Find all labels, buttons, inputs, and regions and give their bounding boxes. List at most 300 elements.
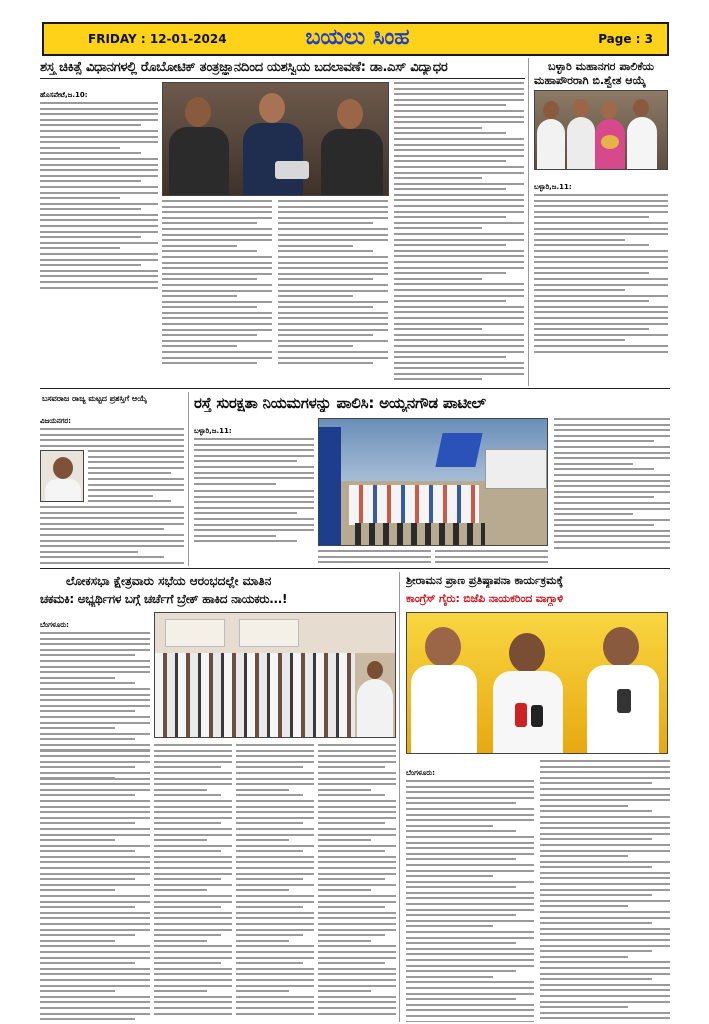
body-text-line <box>554 513 633 515</box>
body-text-line <box>40 540 184 542</box>
body-text-line <box>318 889 371 891</box>
body-text-line <box>236 934 303 936</box>
body-text-line <box>236 929 314 931</box>
body-text-line <box>278 250 373 252</box>
body-text-line <box>40 688 150 690</box>
body-text-line <box>40 828 150 830</box>
body-text-line <box>40 512 184 514</box>
body-text-line <box>406 914 516 916</box>
body-text-line <box>406 842 534 844</box>
body-text-line <box>406 925 493 927</box>
body-text-line <box>435 550 548 552</box>
body-text-line <box>40 811 150 813</box>
body-text-line <box>162 329 272 331</box>
body-text-line <box>394 144 524 146</box>
body-text-line <box>394 351 524 353</box>
ram-story-text-col1 <box>406 760 534 1022</box>
body-text-line <box>154 839 207 841</box>
body-text-line <box>534 306 668 308</box>
body-text-line <box>236 845 314 847</box>
body-text-line <box>236 834 314 836</box>
award-headline: ಬಸವರಾಜ ರಾಜ್ಯ ಮಟ್ಟದ ಪ್ರಶಸ್ತಿಗೆ ಆಯ್ಕೆ <box>42 394 147 403</box>
body-text-line <box>194 472 314 474</box>
body-text-line <box>318 766 385 768</box>
body-text-line <box>40 878 135 880</box>
road-safety-headline: ರಸ್ತೆ ಸುರಕ್ಷತಾ ನಿಯಮಗಳನ್ನು ಪಾಲಿಸಿ: ಅಯ್ಯನಗೌಡ ಪಾಟೀಲ್ <box>194 394 486 412</box>
page-number: Page : 3 <box>598 32 653 46</box>
body-text-line <box>406 1009 534 1011</box>
body-text-line <box>88 500 171 502</box>
body-text-line <box>162 290 272 292</box>
body-text-line <box>40 158 158 160</box>
body-text-line <box>540 956 628 958</box>
body-text-line <box>154 845 232 847</box>
mayor-photo <box>534 90 668 170</box>
body-text-line <box>40 699 150 701</box>
body-text-line <box>278 228 388 230</box>
body-text-line <box>40 962 135 964</box>
body-text-line <box>540 816 670 818</box>
body-text-line <box>154 828 232 830</box>
body-text-line <box>554 435 670 437</box>
body-text-line <box>40 175 158 177</box>
body-text-line <box>554 519 670 521</box>
body-text-line <box>278 278 373 280</box>
body-text-line <box>162 250 257 252</box>
body-text-line <box>236 940 289 942</box>
body-text-line <box>406 965 534 967</box>
body-text-line <box>40 817 150 819</box>
body-text-line <box>236 884 314 886</box>
body-text-line <box>40 638 150 640</box>
body-text-line <box>194 512 297 514</box>
body-text-line <box>278 267 388 269</box>
body-text-line <box>40 923 150 925</box>
body-text-line <box>40 677 115 679</box>
body-text-line <box>40 666 150 668</box>
body-text-line <box>40 861 150 863</box>
body-text-line <box>194 535 276 537</box>
body-text-line <box>40 789 115 791</box>
body-text-line <box>40 236 141 238</box>
body-text-line <box>194 466 314 468</box>
body-text-line <box>554 496 654 498</box>
body-text-line <box>40 985 150 987</box>
body-text-line <box>394 250 524 252</box>
body-text-line <box>40 884 150 886</box>
body-text-line <box>394 205 524 207</box>
body-text-line <box>394 345 524 347</box>
loksabha-meeting-photo <box>154 612 396 738</box>
road-story-text-col1 <box>194 418 314 486</box>
body-text-line <box>40 1001 150 1003</box>
body-text-line <box>394 373 524 375</box>
body-text-line <box>154 884 232 886</box>
body-text-line <box>540 894 652 896</box>
loksabha-story-text-col4 <box>318 744 396 1020</box>
body-text-line <box>40 716 150 718</box>
body-text-line <box>162 200 272 202</box>
body-text-line <box>154 895 232 897</box>
body-text-line <box>318 985 396 987</box>
body-text-line <box>540 928 670 930</box>
body-text-line <box>406 814 534 816</box>
body-text-line <box>318 968 396 970</box>
body-text-line <box>40 534 184 536</box>
body-text-line <box>40 203 158 205</box>
body-text-line <box>394 172 524 174</box>
loksabha-story-dateline: ಬೆಂಗಳೂರು: <box>40 621 69 629</box>
body-text-line <box>40 649 150 651</box>
body-text-line <box>236 962 303 964</box>
body-text-line <box>278 273 388 275</box>
body-text-line <box>540 822 670 824</box>
body-text-line <box>318 973 396 975</box>
body-text-line <box>534 295 668 297</box>
body-text-line <box>278 323 388 325</box>
body-text-line <box>40 632 150 634</box>
body-text-line <box>278 295 353 297</box>
body-text-line <box>194 529 314 531</box>
body-text-line <box>40 434 184 436</box>
body-text-line <box>318 957 396 959</box>
body-text-line <box>406 981 534 983</box>
body-text-line <box>318 1007 396 1009</box>
body-text-line <box>40 225 158 227</box>
body-text-line <box>40 682 135 684</box>
body-text-line <box>278 334 373 336</box>
body-text-line <box>540 788 670 790</box>
body-text-line <box>318 945 396 947</box>
body-text-line <box>154 794 221 796</box>
body-text-line <box>236 985 314 987</box>
body-text-line <box>534 339 625 341</box>
body-text-line <box>40 428 184 430</box>
body-text-line <box>236 996 314 998</box>
body-text-line <box>236 772 314 774</box>
body-text-line <box>88 489 184 491</box>
body-text-line <box>406 948 534 950</box>
body-text-line <box>540 872 670 874</box>
body-text-line <box>540 1012 670 1014</box>
body-text-line <box>540 810 652 812</box>
body-text-line <box>394 323 524 325</box>
body-text-line <box>154 811 232 813</box>
body-text-line <box>162 206 272 208</box>
body-text-line <box>236 755 314 757</box>
body-text-line <box>154 889 207 891</box>
body-text-line <box>154 867 232 869</box>
body-text-line <box>40 990 115 992</box>
body-text-line <box>394 88 524 90</box>
body-text-line <box>278 245 353 247</box>
body-text-line <box>40 152 141 154</box>
body-text-line <box>554 541 670 543</box>
body-text-line <box>194 490 314 492</box>
body-text-line <box>318 811 396 813</box>
body-text-line <box>40 130 158 132</box>
body-text-line <box>162 222 257 224</box>
mayor-story-text <box>534 174 668 384</box>
body-text-line <box>40 660 150 662</box>
road-story-text-col4 <box>554 418 670 564</box>
body-text-line <box>236 889 289 891</box>
robotic-press-photo <box>162 82 389 196</box>
body-text-line <box>40 839 115 841</box>
mayor-headline-line2: ಮಹಾಪೌರರಾಗಿ ಬಿ.ಶ್ವೇತ ಆಯ್ಕೆ <box>534 74 646 87</box>
loksabha-headline-line1: ಲೋಕಸಭಾ ಕ್ಷೇತ್ರವಾರು ಸಭೆಯ ಆರಂಭದಲ್ಲೇ ಮಾತಿನ <box>66 574 272 588</box>
body-text-line <box>154 996 232 998</box>
body-text-line <box>394 328 482 330</box>
body-text-line <box>278 351 388 353</box>
body-text-line <box>40 270 158 272</box>
body-text-line <box>318 878 385 880</box>
body-text-line <box>554 452 670 454</box>
body-text-line <box>236 828 314 830</box>
body-text-line <box>162 211 272 213</box>
body-text-line <box>540 827 670 829</box>
body-text-line <box>394 121 524 123</box>
mayor-story-dateline: ಬಳ್ಳಾರಿ,ಜ.11: <box>534 183 572 191</box>
body-text-line <box>318 772 396 774</box>
body-text-line <box>394 317 524 319</box>
body-text-line <box>194 449 314 451</box>
body-text-line <box>40 710 135 712</box>
body-text-line <box>540 950 652 952</box>
body-text-line <box>394 339 524 341</box>
body-text-line <box>406 987 534 989</box>
body-text-line <box>318 917 396 919</box>
body-text-line <box>406 786 534 788</box>
body-text-line <box>540 866 652 868</box>
body-text-line <box>40 551 138 553</box>
body-text-line <box>406 909 534 911</box>
body-text-line <box>40 1013 150 1015</box>
body-text-line <box>394 132 506 134</box>
body-text-line <box>318 789 371 791</box>
body-text-line <box>154 951 232 953</box>
body-text-line <box>154 766 221 768</box>
body-text-line <box>318 817 396 819</box>
body-text-line <box>194 483 276 485</box>
body-text-line <box>394 104 506 106</box>
body-text-line <box>318 800 396 802</box>
body-text-line <box>194 518 314 520</box>
body-text-line <box>236 761 314 763</box>
body-text-line <box>40 506 184 508</box>
body-text-line <box>40 951 150 953</box>
body-text-line <box>406 886 516 888</box>
body-text-line <box>318 867 396 869</box>
body-text-line <box>40 968 150 970</box>
body-text-line <box>154 940 207 942</box>
body-text-line <box>236 1013 314 1015</box>
body-text-line <box>40 562 184 564</box>
loksabha-story-text-col3 <box>236 744 314 1020</box>
body-text-line <box>554 440 654 442</box>
body-text-line <box>540 889 670 891</box>
body-text-line <box>40 253 158 255</box>
body-text-line <box>318 556 431 558</box>
body-text-line <box>406 870 534 872</box>
body-text-line <box>88 467 184 469</box>
body-text-line <box>154 1007 232 1009</box>
body-text-line <box>236 873 314 875</box>
body-text-line <box>40 694 150 696</box>
body-text-line <box>88 456 184 458</box>
body-text-line <box>40 733 150 735</box>
body-text-line <box>162 245 237 247</box>
body-text-line <box>406 836 534 838</box>
body-text-line <box>278 329 388 331</box>
body-text-line <box>554 491 670 493</box>
body-text-line <box>394 289 524 291</box>
body-text-line <box>278 284 388 286</box>
body-text-line <box>540 805 628 807</box>
body-text-line <box>318 778 396 780</box>
body-text-line <box>318 1013 396 1015</box>
robotic-story-text-col3 <box>278 200 388 384</box>
body-text-line <box>534 278 668 280</box>
body-text-line <box>236 867 314 869</box>
body-text-line <box>236 811 314 813</box>
body-text-line <box>40 906 135 908</box>
body-text-line <box>534 323 668 325</box>
body-text-line <box>40 545 184 547</box>
body-text-line <box>406 897 534 899</box>
body-text-line <box>40 727 115 729</box>
body-text-line <box>154 822 221 824</box>
body-text-line <box>534 216 649 218</box>
ram-headline-line2: ಕಾಂಗ್ರೆಸ್ ಗೈರು: ಬಿಜೆಪಿ ನಾಯಕರಿಂದ ವಾಗ್ದಾಳಿ <box>406 592 563 605</box>
body-text-line <box>318 923 396 925</box>
body-text-line <box>435 561 548 563</box>
body-text-line <box>236 1001 314 1003</box>
body-text-line <box>394 82 524 84</box>
body-text-line <box>540 883 670 885</box>
body-text-line <box>394 244 506 246</box>
body-text-line <box>534 267 668 269</box>
body-text-line <box>540 939 670 941</box>
body-text-line <box>40 439 184 441</box>
body-text-line <box>162 301 272 303</box>
body-text-line <box>394 166 524 168</box>
body-text-line <box>318 906 385 908</box>
body-text-line <box>540 973 670 975</box>
body-text-line <box>318 990 371 992</box>
body-text-line <box>318 901 396 903</box>
robotic-story-text-col1 <box>40 82 158 384</box>
body-text-line <box>540 877 670 879</box>
body-text-line <box>40 136 158 138</box>
body-text-line <box>162 306 257 308</box>
body-text-line <box>154 901 232 903</box>
body-text-line <box>194 477 314 479</box>
body-text-line <box>278 217 388 219</box>
award-story-text-side <box>88 450 184 504</box>
body-text-line <box>540 794 670 796</box>
body-text-line <box>236 990 289 992</box>
body-text-line <box>154 912 232 914</box>
robotic-story-dateline: ಹೊಸಪೇಟೆ,ಜ.10: <box>40 91 88 99</box>
body-text-line <box>406 942 516 944</box>
body-text-line <box>154 744 232 746</box>
body-text-line <box>534 284 668 286</box>
body-text-line <box>278 206 388 208</box>
road-story-text-col2 <box>318 550 431 564</box>
body-text-line <box>40 164 158 166</box>
body-text-line <box>534 334 668 336</box>
body-text-line <box>406 976 493 978</box>
body-text-line <box>278 301 388 303</box>
body-text-line <box>540 850 670 852</box>
body-text-line <box>318 834 396 836</box>
body-text-line <box>236 766 303 768</box>
body-text-line <box>554 480 670 482</box>
body-text-line <box>554 535 670 537</box>
body-text-line <box>236 923 314 925</box>
body-text-line <box>40 822 135 824</box>
body-text-line <box>554 424 670 426</box>
body-text-line <box>318 940 371 942</box>
body-text-line <box>406 830 516 832</box>
body-text-line <box>88 450 184 452</box>
body-text-line <box>318 839 371 841</box>
body-text-line <box>40 287 158 289</box>
body-text-line <box>154 834 232 836</box>
body-text-line <box>406 920 534 922</box>
body-text-line <box>40 766 135 768</box>
body-text-line <box>162 273 272 275</box>
loksabha-story-text-col1b <box>40 744 150 1020</box>
road-story-dateline: ಬಳ್ಳಾರಿ,ಜ.11: <box>194 427 232 435</box>
body-text-line <box>318 934 385 936</box>
body-text-line <box>406 808 534 810</box>
body-text-line <box>394 295 524 297</box>
body-text-line <box>554 547 670 549</box>
body-text-line <box>534 244 649 246</box>
body-text-line <box>40 856 150 858</box>
body-text-line <box>540 771 670 773</box>
body-text-line <box>534 351 668 353</box>
body-text-line <box>554 474 670 476</box>
body-text-line <box>40 895 150 897</box>
body-text-line <box>278 340 388 342</box>
body-text-line <box>540 1006 628 1008</box>
body-text-line <box>40 208 141 210</box>
body-text-line <box>40 119 158 121</box>
body-text-line <box>40 147 120 149</box>
body-text-line <box>394 222 524 224</box>
body-text-line <box>534 205 668 207</box>
body-text-line <box>278 362 373 364</box>
body-text-line <box>154 800 232 802</box>
body-text-line <box>534 261 668 263</box>
body-text-line <box>406 892 534 894</box>
body-text-line <box>236 979 314 981</box>
body-text-line <box>534 289 625 291</box>
body-text-line <box>278 222 373 224</box>
body-text-line <box>318 929 396 931</box>
body-text-line <box>318 1001 396 1003</box>
issue-date: FRIDAY : 12-01-2024 <box>88 32 227 46</box>
body-text-line <box>540 945 670 947</box>
body-text-line <box>278 200 388 202</box>
body-text-line <box>236 822 303 824</box>
body-text-line <box>162 357 272 359</box>
body-text-line <box>162 234 272 236</box>
body-text-line <box>236 806 314 808</box>
